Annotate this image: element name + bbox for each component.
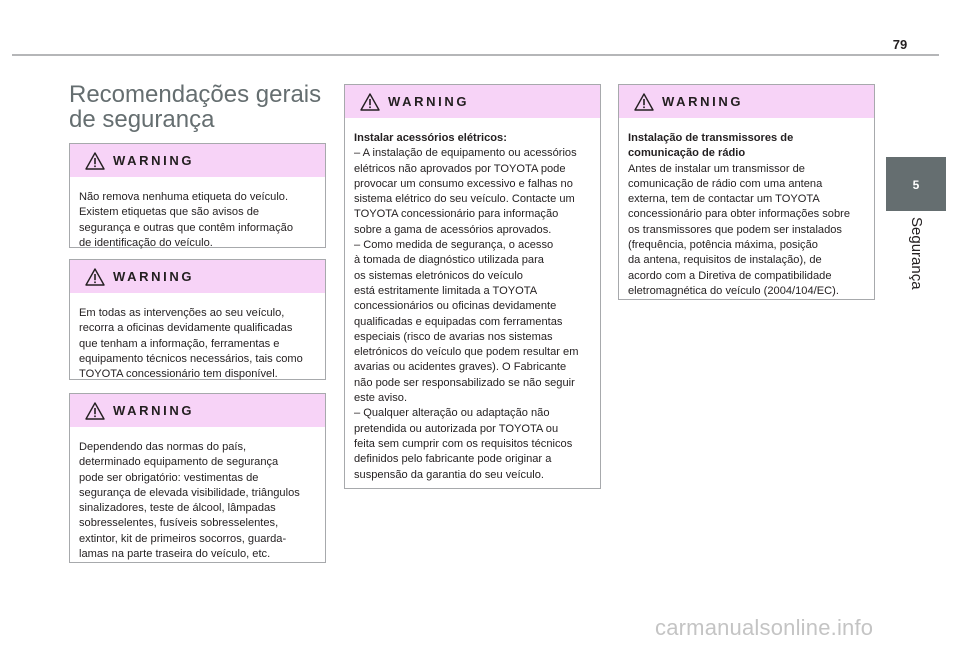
text-line: elétricos não aprovados por TOYOTA pode [354, 162, 566, 175]
text-line: pretendida ou autorizada por TOYOTA ou [354, 422, 559, 435]
warning-title: WARNING [113, 269, 195, 284]
warning-header [70, 394, 325, 427]
text-line: Existem etiquetas que são avisos de [79, 206, 260, 219]
warning-title: WARNING [113, 403, 195, 418]
text-line: feita sem cumprir com os requisitos técnicos [354, 437, 573, 450]
warning-heading: comunicação de rádio [628, 147, 746, 160]
text-line: especiais (risco de avarias nos sistemas [354, 330, 553, 343]
text-line: sobresselentes, fusíveis sobresselentes, [79, 517, 279, 530]
text-line: sistema elétrico do seu veículo. Contacte um [354, 193, 575, 206]
text-line: qualificadas e equipadas com ferramentas [354, 315, 563, 328]
text-line: Não remova nenhuma etiqueta do veículo. [79, 191, 289, 203]
text-line: eletrónicos do veículo que podem resultar em [354, 346, 579, 359]
warning-heading: Instalar acessórios elétricos: [354, 132, 507, 144]
text-line: que tenham a informação, ferramentas e [79, 337, 280, 350]
text-line: TOYOTA concessionário para informação [354, 208, 559, 221]
section-title-line: de segurança [69, 106, 215, 133]
warning-title: WARNING [113, 153, 195, 168]
text-line: segurança de elevada visibilidade, triângulos [79, 486, 300, 499]
text-line: à tomada de diagnóstico utilizada para [354, 254, 544, 267]
text-line: de identificação do veículo. [79, 236, 213, 249]
warning-box-electrical-accessories [344, 84, 601, 489]
text-line: segurança e outras que contêm informação [79, 221, 293, 234]
text-line: TOYOTA concessionário tem disponível. [79, 368, 278, 381]
warning-triangle-icon [85, 402, 105, 420]
text-line: este aviso. [354, 392, 408, 405]
text-line: eletromagnética do veículo (2004/104/EC). [628, 284, 839, 297]
section-tab-label-area [886, 211, 946, 321]
warning-triangle-icon [85, 268, 105, 286]
text-line: está estritamente limitada a TOYOTA [354, 284, 538, 297]
text-line: provocar um consumo excessivo e falhas no [354, 177, 573, 190]
text-line: da antena, requisitos de instalação), de [628, 254, 822, 267]
text-line: concessionários ou oficinas devidamente [354, 300, 557, 313]
warning-triangle-icon [85, 152, 105, 170]
text-line: equipamento técnicos necessários, tais como [79, 352, 303, 365]
warning-header [70, 260, 325, 293]
text-line: – Como medida de segurança, o acesso [354, 239, 554, 252]
warning-box-repairs [69, 259, 326, 380]
text-line: comunicação de rádio com uma antena [628, 177, 823, 190]
text-line: definidos pelo fabricante pode originar a [354, 453, 552, 466]
warning-triangle-icon [360, 93, 380, 111]
warning-title: WARNING [388, 94, 470, 109]
text-line: (frequência, potência máxima, posição [628, 239, 818, 252]
warning-triangle-icon [634, 93, 654, 111]
warning-text [70, 293, 325, 382]
section-title-line: Recomendações gerais [69, 81, 322, 108]
text-line: concessionário para obter informações sobre [628, 208, 850, 221]
warning-text [345, 118, 600, 483]
section-tab [886, 157, 946, 211]
text-line: os transmissores que podem ser instalados [628, 223, 842, 236]
text-line: os sistemas eletrónicos do veículo [354, 269, 523, 282]
text-line: não pode ser responsabilizado se não seguir [354, 376, 575, 389]
section-tab-label: Segurança [908, 217, 925, 290]
watermark: carmanualsonline.info [655, 615, 874, 640]
text-line: avarias ou acidentes graves). O Fabricante [354, 361, 567, 374]
text-line: Antes de instalar um transmissor de [628, 162, 805, 175]
text-line: sinalizadores, teste de álcool, lâmpadas [79, 502, 276, 515]
page-number: 79 [892, 37, 908, 52]
warning-text [70, 427, 325, 562]
text-line: pode ser obrigatório: vestimentas de [79, 471, 259, 484]
warning-box-radio-transmitters [618, 84, 875, 300]
text-line: sobre a gama de acessórios aprovados. [354, 223, 552, 236]
section-tab-number: 5 [912, 178, 920, 192]
text-line: determinado equipamento de segurança [79, 456, 279, 469]
text-line: extintor, kit de primeiros socorros, guarda- [79, 532, 287, 545]
text-line: lamas na parte traseira do veículo, etc. [79, 548, 271, 561]
warning-heading: Instalação de transmissores de [628, 132, 794, 144]
warning-header [345, 85, 600, 118]
text-line: – Qualquer alteração ou adaptação não [354, 407, 550, 420]
text-line: acordo com a Diretiva de compatibilidade [628, 269, 832, 282]
warning-header [619, 85, 874, 118]
section-title [69, 82, 329, 132]
text-line: recorra a oficinas devidamente qualificadas [79, 322, 293, 335]
text-line: Dependendo das normas do país, [79, 441, 247, 453]
warning-box-safety-equipment [69, 393, 326, 563]
text-line: – A instalação de equipamento ou acessórios [354, 147, 577, 160]
text-line: suspensão da garantia do seu veículo. [354, 468, 544, 481]
warning-header [70, 144, 325, 177]
warning-text [619, 118, 874, 299]
text-line: Em todas as intervenções ao seu veículo, [79, 307, 285, 319]
warning-title: WARNING [662, 94, 744, 109]
text-line: externa, tem de contactar um TOYOTA [628, 193, 820, 206]
top-divider [12, 54, 939, 56]
warning-text [70, 177, 325, 251]
warning-box-labels [69, 143, 326, 248]
